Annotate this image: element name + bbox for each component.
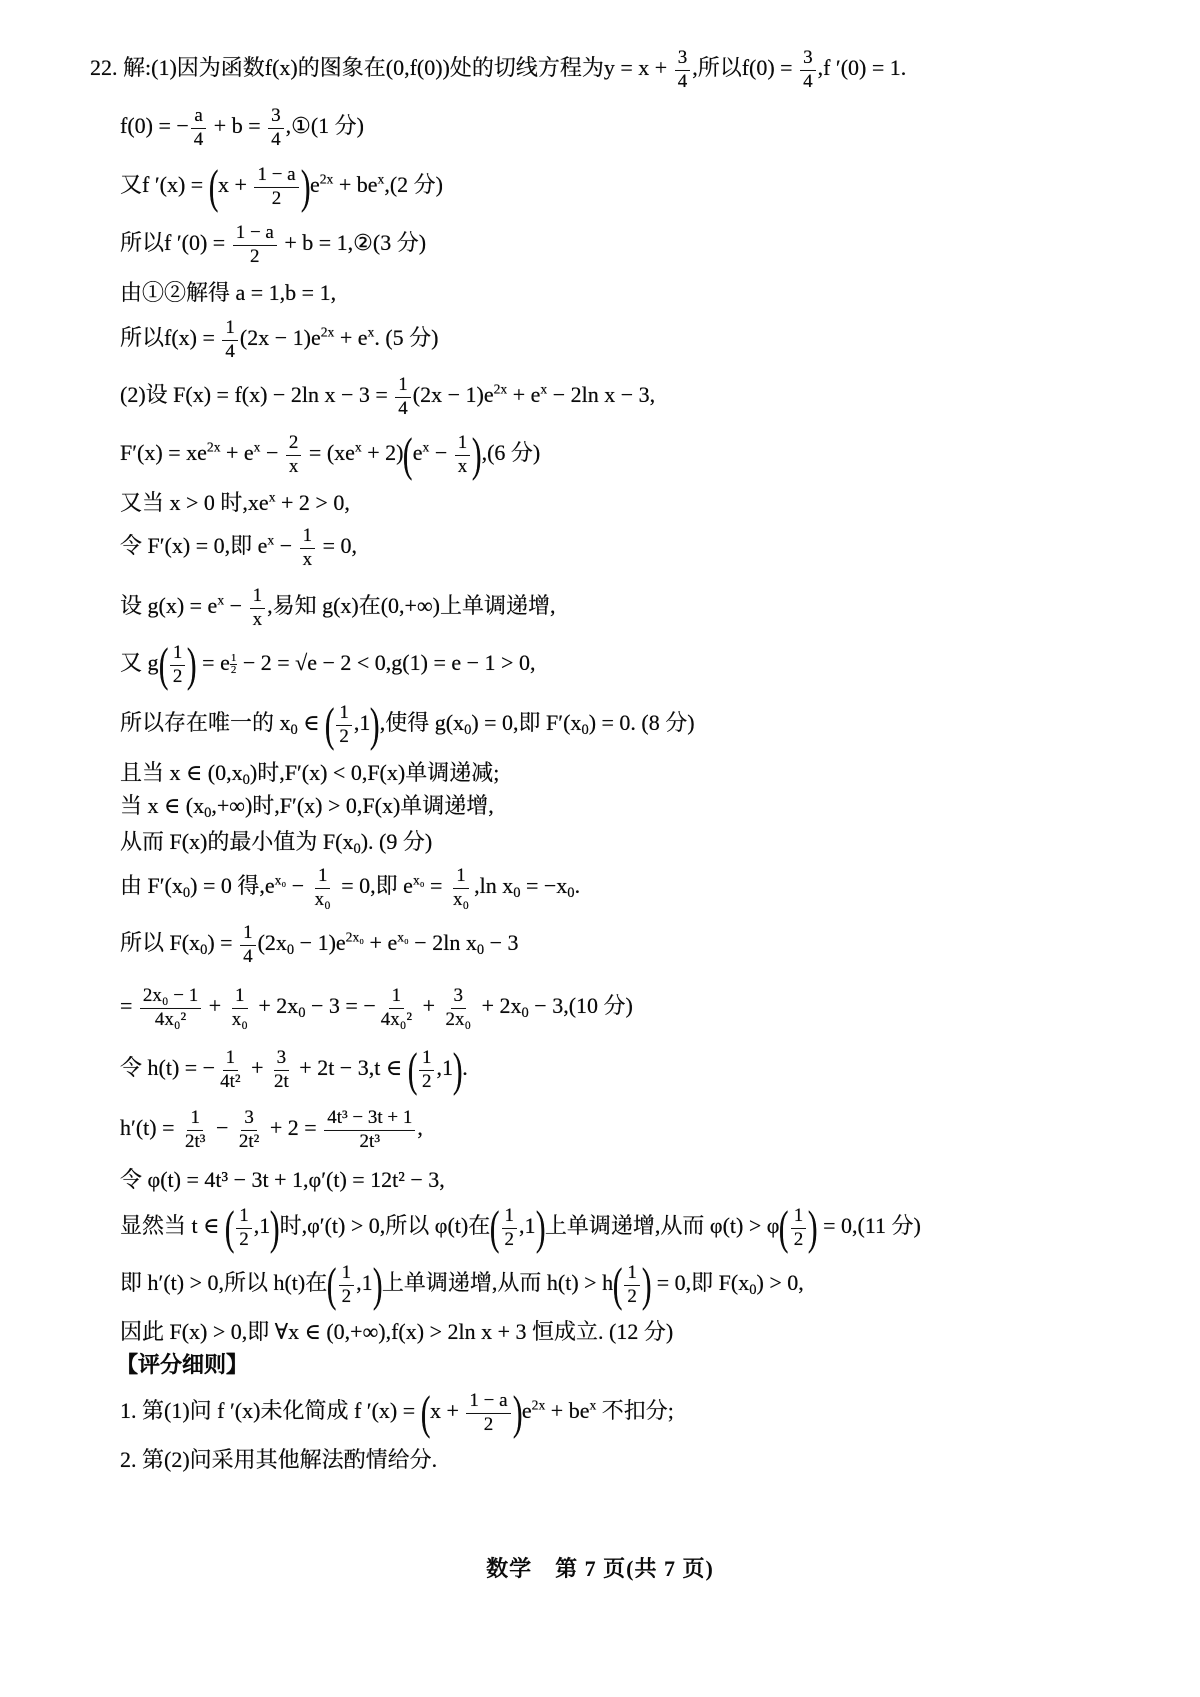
text-run: F′(x) = xe: [120, 440, 207, 466]
text-run: ,所以f(0) =: [692, 55, 799, 81]
superscript: 2x: [531, 1397, 546, 1413]
fraction-denominator: 4: [243, 945, 253, 967]
text-run: 从而 F(x)的最小值为 F(x: [120, 829, 354, 854]
solution-line-solve-a-b: [120, 278, 336, 308]
text-run: 1. 第(1)问 f ′(x)未化简成 f ′(x) =: [120, 1398, 421, 1424]
text-run: + 2 > 0,: [275, 490, 350, 515]
fraction-numerator: 3: [241, 1108, 257, 1131]
fraction-denominator: x: [302, 548, 313, 570]
fraction-numerator: 1: [240, 923, 256, 946]
superscript: x: [422, 439, 430, 455]
large-parenthesis: (: [403, 427, 413, 481]
fraction-denominator: 2: [339, 725, 349, 747]
text-run: 22. 解:(1)因为函数f(x)的图象在(0,f(0))处的切线方程为y = x +: [90, 55, 673, 81]
text-run: + 2 =: [264, 1115, 323, 1141]
text-run: −: [429, 440, 453, 466]
fraction-numerator: 3: [274, 1048, 290, 1071]
fraction-numerator: a: [191, 106, 205, 129]
text-run: − 2ln x − 3,: [547, 382, 656, 408]
text-run: −: [274, 533, 298, 559]
fraction: [217, 1048, 243, 1092]
text-run: 又 g: [120, 650, 159, 676]
text-run: x +: [429, 1398, 465, 1424]
solution-line-unique-root: [120, 697, 695, 751]
scoring-rule-2: [120, 1445, 437, 1475]
fraction: [286, 433, 302, 477]
text-run: +: [245, 1055, 269, 1081]
text-run: + 2t − 3,t ∈: [293, 1055, 408, 1081]
fraction: [300, 526, 316, 570]
fraction-denominator: x: [252, 608, 263, 630]
fraction-denominator: 2: [341, 1285, 352, 1307]
fraction-numerator: 1: [187, 1108, 203, 1131]
text-run: 所以 F(x: [120, 930, 201, 956]
fraction-denominator: 2t³: [184, 1130, 206, 1152]
large-parenthesis: ): [512, 1385, 523, 1439]
fraction-numerator: 1: [236, 1206, 252, 1229]
solution-line-fx-result: [120, 318, 438, 362]
fraction: [170, 643, 186, 687]
fraction-denominator: 2t²: [238, 1130, 260, 1152]
fraction: [502, 1206, 518, 1250]
superscript: x: [253, 439, 261, 455]
fraction-denominator: 2t: [274, 1070, 289, 1092]
text-run: +: [203, 993, 227, 1019]
problem-22-header-line: [90, 48, 906, 92]
text-run: (2x: [257, 930, 287, 956]
large-parenthesis: (: [208, 159, 219, 213]
fraction-numerator: 3: [675, 48, 691, 71]
text-run: + be: [545, 1398, 590, 1424]
fraction: [800, 48, 816, 92]
fraction-denominator: 4x₀²: [154, 1008, 187, 1030]
text-run: 2. 第(2)问采用其他解法酌情给分.: [120, 1447, 438, 1472]
fraction-numerator: 1: [455, 433, 471, 456]
superscript: x₀: [397, 929, 409, 945]
fraction-denominator: 2: [172, 665, 183, 687]
solution-line-root-relation: [120, 866, 580, 910]
fraction: [229, 986, 251, 1030]
text-run: + b =: [208, 113, 267, 139]
text-run: − 3: [484, 930, 519, 956]
text-run: ,1: [253, 1213, 271, 1239]
text-run: 所以f ′(0) =: [120, 230, 231, 256]
text-run: ,(6 分): [481, 440, 541, 466]
fraction-denominator: 2: [230, 663, 237, 676]
fraction: [222, 318, 238, 362]
text-run: h′(t) =: [120, 1115, 180, 1141]
large-parenthesis: ): [641, 1257, 652, 1311]
text-run: + e: [220, 440, 254, 466]
solution-line-increasing: [120, 791, 494, 821]
fraction: [442, 986, 474, 1030]
subscript: 0: [581, 722, 589, 739]
solution-line-h-derivative: [120, 1108, 423, 1152]
superscript: 2x: [319, 171, 334, 187]
fraction-denominator: 4: [193, 128, 204, 150]
fraction: [624, 1263, 640, 1307]
fraction-denominator: 2t³: [359, 1130, 381, 1152]
text-run: 当 x ∈ (x: [120, 793, 205, 818]
text-run: + be: [333, 172, 378, 198]
text-run: . (5 分): [374, 325, 439, 351]
subscript: 0: [749, 1282, 757, 1299]
solution-line-g-values: [120, 637, 536, 691]
text-run: 设 g(x) = e: [120, 593, 218, 619]
text-run: f(0) = −: [120, 113, 189, 139]
text-run: −: [210, 1115, 234, 1141]
subscript: 0: [182, 885, 191, 902]
fraction-denominator: 4: [398, 397, 408, 419]
fraction-numerator: 1 − a: [466, 1391, 510, 1414]
text-run: 因此 F(x) > 0,即 ∀x ∈ (0,+∞),f(x) > 2ln x + 3 恒成立. (12 分): [120, 1319, 674, 1344]
fraction: [336, 703, 352, 747]
solution-line-F-derivative: [120, 427, 541, 481]
superscript: x: [354, 439, 362, 455]
fraction-numerator: 1: [250, 586, 266, 609]
fraction-denominator: 2: [504, 1228, 515, 1250]
superscript: x: [268, 489, 276, 505]
fraction-denominator: 4: [677, 70, 688, 92]
text-run: ,: [417, 1115, 423, 1141]
text-run: 时,φ′(t) > 0,所以 φ(t)在: [279, 1213, 491, 1239]
text-run: − 3 = −: [305, 993, 376, 1019]
subscript: 0: [204, 805, 212, 822]
fraction-numerator: 1 − a: [233, 223, 277, 246]
solution-line-positive-factor: [120, 488, 350, 518]
solution-line-conclusion: [120, 1317, 673, 1347]
fraction: [675, 48, 691, 92]
fraction-denominator: x: [457, 455, 468, 477]
superscript: x: [217, 592, 225, 608]
text-run: = 0,(11 分): [817, 1213, 921, 1239]
text-run: =: [424, 873, 448, 899]
text-run: ) =: [207, 930, 239, 956]
fraction: [233, 223, 277, 267]
superscript: x: [540, 381, 548, 397]
large-parenthesis: (: [779, 1200, 789, 1254]
subscript: 0: [290, 722, 298, 739]
subscript: 0: [476, 942, 485, 959]
superscript: 2x: [320, 324, 335, 340]
text-run: 令 F′(x) = 0,即 e: [120, 533, 268, 559]
fraction-denominator: 2: [271, 187, 282, 209]
superscript: 2x: [493, 381, 508, 397]
fraction-numerator: 1: [453, 866, 469, 889]
text-run: −: [224, 593, 248, 619]
fraction-denominator: x₀: [314, 888, 331, 910]
fraction: [182, 1108, 208, 1152]
text-run: ,(2 分): [384, 172, 443, 198]
superscript: 2x₀: [345, 929, 365, 945]
text-run: 由 F′(x: [120, 873, 183, 899]
text-run: −: [260, 440, 284, 466]
fraction-numerator: 1: [502, 1206, 518, 1229]
text-run: ,1: [436, 1055, 453, 1081]
fraction-numerator: 1: [230, 651, 237, 664]
fraction: [324, 1108, 415, 1152]
fraction-denominator: 4: [803, 70, 813, 92]
fraction-denominator: x₀: [231, 1008, 248, 1030]
fraction-denominator: 2: [483, 1413, 494, 1435]
fraction-denominator: 4t²: [220, 1070, 241, 1092]
fraction: [236, 1108, 262, 1152]
text-run: .: [462, 1055, 468, 1081]
text-run: e: [309, 172, 320, 198]
superscript: x₀: [412, 872, 425, 888]
fraction: [271, 1048, 292, 1092]
fraction-denominator: 2: [239, 1228, 249, 1250]
text-run: + e: [364, 930, 398, 956]
fraction: [191, 106, 207, 150]
text-run: .: [574, 873, 581, 899]
page-footer: 数学 第 7 页(共 7 页): [486, 1556, 714, 1581]
text-run: ) > 0,: [756, 1270, 804, 1296]
fraction-denominator: 2: [421, 1070, 432, 1092]
fraction-denominator: 2: [250, 245, 260, 267]
subscript: 0: [567, 885, 575, 902]
fraction-numerator: 1: [624, 1263, 640, 1286]
text-run: = 0,即 e: [335, 873, 413, 899]
fraction-denominator: 4x₀²: [380, 1008, 413, 1030]
text-run: ,ln x: [474, 873, 514, 899]
text-run: + b = 1,②(3 分): [278, 230, 427, 256]
fraction-numerator: 2: [286, 433, 302, 456]
text-run: = (xe: [303, 440, 355, 466]
text-run: ,易知 g(x)在(0,+∞)上单调递增,: [267, 593, 556, 619]
superscript: 2x: [206, 439, 221, 455]
text-run: ,f ′(0) = 1.: [817, 55, 907, 81]
large-parenthesis: ): [808, 1200, 818, 1254]
text-run: 所以f(x) =: [120, 325, 221, 351]
fraction: [419, 1048, 435, 1092]
fraction-numerator: 1 − a: [254, 165, 298, 188]
superscript: x₀: [274, 872, 287, 888]
fraction-numerator: 1: [300, 526, 316, 549]
fraction-denominator: 2: [793, 1228, 804, 1250]
text-run: 所以存在唯一的 x: [120, 710, 291, 736]
solution-line-minimum: [120, 827, 432, 857]
solution-line-part2-define-F: [120, 375, 655, 419]
large-parenthesis: ): [300, 159, 311, 213]
text-run: 【评分细则】: [116, 1352, 249, 1377]
text-run: 上单调递增,从而 φ(t) > φ: [544, 1213, 780, 1239]
superscript: x: [267, 532, 275, 548]
text-run: 即 h′(t) > 0,所以 h(t)在: [120, 1270, 328, 1296]
fraction: [339, 1263, 355, 1307]
fraction: [250, 586, 266, 630]
large-parenthesis: ): [370, 697, 380, 751]
text-run: + e: [334, 325, 368, 351]
large-parenthesis: (: [224, 1200, 235, 1254]
text-run: 上单调递增,从而 h(t) > h: [381, 1270, 614, 1296]
superscript: x: [589, 1397, 597, 1413]
large-parenthesis: (: [407, 1042, 418, 1096]
large-parenthesis: ): [372, 1257, 383, 1311]
text-run: ) = 0 得,e: [190, 873, 275, 899]
large-parenthesis: (: [490, 1200, 500, 1254]
solution-line-define-g: [120, 586, 555, 630]
large-parenthesis: (: [158, 637, 168, 691]
subscript: 0: [200, 942, 208, 959]
text-run: ,+∞)时,F′(x) > 0,F(x)单调递增,: [211, 793, 494, 818]
fraction-numerator: 3: [268, 106, 284, 129]
text-run: + 2): [361, 440, 404, 466]
solution-line-define-phi: [120, 1165, 445, 1195]
solution-line-f0-equation: [120, 106, 364, 150]
subscript: 0: [286, 942, 295, 959]
text-run: ,1: [353, 710, 371, 736]
fraction-numerator: 1: [232, 986, 248, 1009]
text-run: e: [412, 440, 423, 466]
solution-line-derivative: [120, 159, 443, 213]
large-parenthesis: ): [452, 1042, 463, 1096]
text-run: (2x − 1)e: [239, 325, 321, 351]
text-run: 令 h(t) = −: [120, 1055, 216, 1081]
text-run: ,1: [519, 1213, 536, 1239]
large-parenthesis: (: [327, 1257, 337, 1311]
text-run: ) = 0,即 F′(x: [471, 710, 582, 736]
text-run: ,①(1 分): [285, 113, 365, 139]
large-parenthesis: (: [420, 1385, 431, 1439]
text-run: = 0,: [317, 533, 358, 559]
fraction-denominator: 4: [225, 340, 235, 362]
solution-line-F-x0: [120, 923, 519, 967]
subscript: 0: [513, 885, 521, 902]
text-run: +: [417, 993, 441, 1019]
text-run: 且当 x ∈ (0,x: [120, 760, 243, 785]
fraction-numerator: 4t³ − 3t + 1: [324, 1108, 415, 1131]
fraction-denominator: 2: [627, 1285, 637, 1307]
fraction-denominator: 2x₀: [445, 1008, 472, 1030]
text-run: e: [521, 1398, 532, 1424]
fraction-numerator: 1: [395, 375, 411, 398]
text-run: 又当 x > 0 时,xe: [120, 490, 269, 515]
fraction-denominator: x: [288, 455, 299, 477]
fraction: [450, 866, 472, 910]
solution-line-h-monotonic: [120, 1257, 804, 1311]
text-run: ,使得 g(x: [379, 710, 465, 736]
text-run: ). (9 分): [360, 829, 433, 854]
superscript: x: [377, 171, 385, 187]
fraction: [236, 1206, 252, 1250]
fraction-numerator: 1: [389, 986, 405, 1009]
text-run: )时,F′(x) < 0,F(x)单调递减;: [249, 760, 500, 785]
subscript: 0: [242, 772, 250, 789]
large-parenthesis: ): [187, 637, 197, 691]
fraction-numerator: 3: [451, 986, 467, 1009]
large-parenthesis: ): [270, 1200, 280, 1254]
text-run: =: [120, 993, 138, 1019]
text-run: 不扣分;: [596, 1398, 674, 1424]
text-run: x +: [218, 172, 253, 198]
fraction-numerator: 2x₀ − 1: [140, 986, 201, 1009]
subscript: 0: [464, 722, 472, 739]
text-run: + e: [507, 382, 541, 408]
superscript: x: [367, 324, 375, 340]
large-parenthesis: ): [472, 427, 482, 481]
solution-line-set-zero: [120, 526, 357, 570]
fraction-numerator: 1: [336, 703, 352, 726]
text-run: − 2 = √e − 2 < 0,g(1) = e − 1 > 0,: [237, 650, 536, 676]
text-run: 由①②解得 a = 1,b = 1,: [120, 280, 337, 305]
text-run: (2x − 1)e: [412, 382, 494, 408]
fraction-denominator: 4: [271, 128, 281, 150]
solution-line-phi-monotonic: [120, 1200, 921, 1254]
fraction: [312, 866, 334, 910]
fraction-numerator: 1: [791, 1206, 807, 1229]
fraction-numerator: 1: [222, 318, 238, 341]
fraction-numerator: 1: [419, 1048, 435, 1071]
fraction: [455, 433, 471, 477]
text-run: 又f ′(x) =: [120, 172, 209, 198]
fraction: [791, 1206, 807, 1250]
fraction-numerator: 3: [800, 48, 816, 71]
fraction-numerator: 1: [170, 643, 186, 666]
fraction-numerator: 1: [315, 866, 331, 889]
text-run: = e: [196, 650, 230, 676]
fraction: [268, 106, 284, 150]
fraction: [466, 1391, 510, 1435]
large-parenthesis: (: [324, 697, 335, 751]
text-run: 令 φ(t) = 4t³ − 3t + 1,φ′(t) = 12t² − 3,: [120, 1167, 445, 1192]
text-run: 显然当 t ∈: [120, 1213, 225, 1239]
fraction-numerator: 1: [223, 1048, 239, 1071]
text-run: ∈: [297, 710, 326, 736]
text-run: − 2ln x: [408, 930, 477, 956]
text-run: = −x: [520, 873, 568, 899]
fraction-numerator: 1: [339, 1263, 355, 1286]
scoring-rules-heading: [116, 1350, 248, 1380]
text-run: + 2x: [252, 993, 299, 1019]
text-run: − 3,(10 分): [528, 993, 633, 1019]
solution-line-derivative-at-0: [120, 223, 426, 267]
fraction: [395, 375, 411, 419]
text-run: + 2x: [476, 993, 522, 1019]
text-run: ,1: [356, 1270, 373, 1296]
text-run: − 1)e: [294, 930, 346, 956]
large-parenthesis: ): [535, 1200, 546, 1254]
fraction: [240, 923, 256, 967]
text-run: = 0,即 F(x: [651, 1270, 750, 1296]
text-run: (2)设 F(x) = f(x) − 2ln x − 3 =: [120, 382, 394, 408]
subscript: 0: [298, 1005, 306, 1022]
fraction: [254, 165, 298, 209]
solution-line-F-x0-simplified: [120, 986, 633, 1030]
text-run: ) = 0. (8 分): [588, 710, 695, 736]
large-parenthesis: (: [612, 1257, 623, 1311]
fraction: [140, 986, 201, 1030]
solution-line-define-h: [120, 1042, 468, 1096]
text-run: −: [286, 873, 310, 899]
fraction: [378, 986, 415, 1030]
solution-line-decreasing: [120, 758, 499, 788]
subscript: 0: [353, 841, 361, 858]
fraction-denominator: x₀: [452, 888, 470, 910]
scoring-rule-1: [120, 1385, 674, 1439]
subscript: 0: [521, 1005, 529, 1022]
